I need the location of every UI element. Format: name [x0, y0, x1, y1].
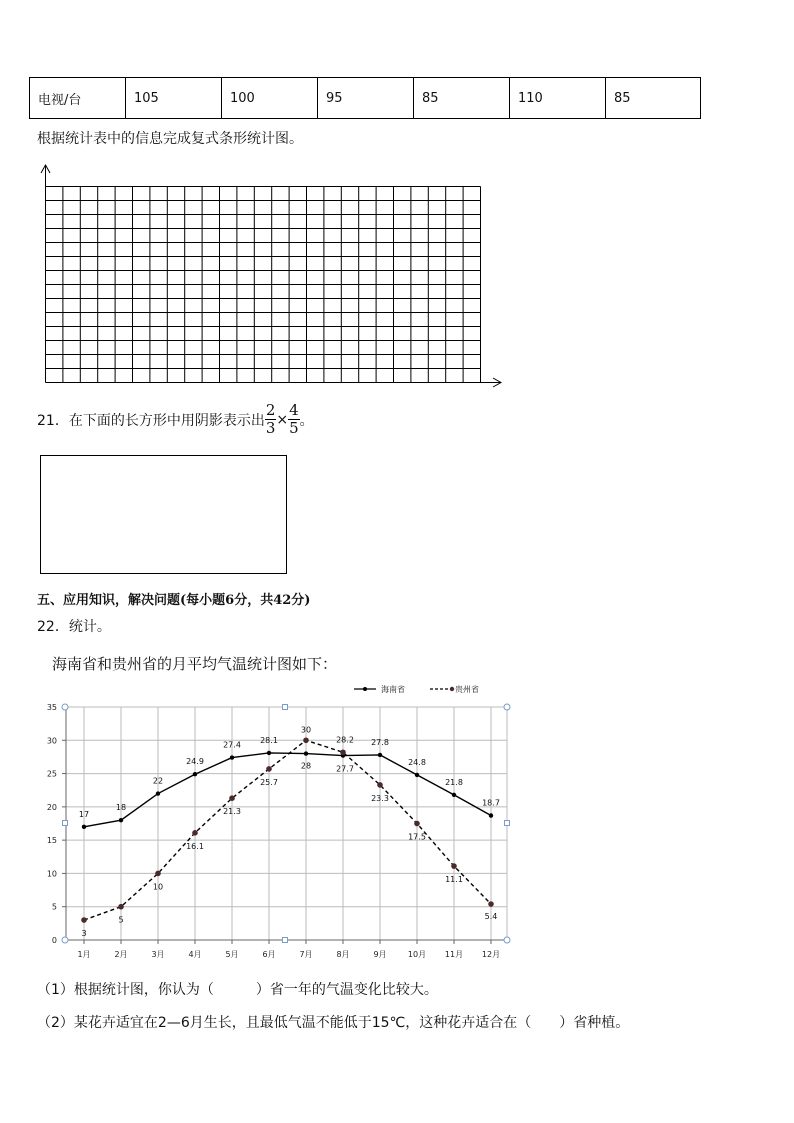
data-label: 25.7: [260, 777, 278, 787]
y-tick-label: 15: [46, 836, 57, 846]
q22-part2: （2）某花卉适宜在2—6月生长，且最低气温不能低于15℃，这种花卉适合在（ ）省种植。: [37, 1015, 630, 1031]
q21-question: [37, 402, 314, 437]
data-point: [81, 917, 87, 923]
table-cell: 95: [318, 78, 414, 119]
resize-handle[interactable]: [62, 937, 68, 943]
series-line: [84, 737, 491, 920]
data-point: [82, 825, 86, 829]
resize-handle[interactable]: [283, 705, 288, 710]
data-label: 17.5: [408, 832, 426, 842]
data-point: [193, 772, 197, 776]
y-tick-label: 20: [46, 802, 57, 812]
data-label: 5.4: [484, 912, 498, 922]
data-point: [155, 871, 161, 877]
data-point: [156, 791, 160, 795]
x-tick-label: 7月: [299, 950, 313, 959]
data-point: [451, 863, 457, 869]
resize-handle[interactable]: [283, 938, 288, 943]
y-tick-label: 0: [51, 936, 57, 945]
fraction-four-fifths: [288, 402, 300, 437]
y-tick-label: 35: [46, 703, 57, 712]
q21-prefix: 21．在下面的长方形中用阴影表示出: [37, 412, 265, 429]
data-point: [377, 782, 383, 788]
fraction-numerator: 2: [265, 401, 276, 419]
q21-suffix: 。: [299, 412, 314, 429]
fraction-denominator: 5: [289, 419, 299, 437]
legend-label: 贵州省: [455, 685, 479, 694]
data-point: [489, 813, 493, 817]
data-label: 24.8: [408, 757, 426, 767]
table-cell: 100: [222, 78, 318, 119]
x-tick-label: 3月: [151, 950, 165, 959]
resize-handle[interactable]: [504, 937, 510, 943]
resize-handle[interactable]: [505, 821, 510, 826]
table-row-label: 电视/台: [30, 78, 126, 119]
x-tick-label: 1月: [77, 950, 91, 959]
section-5-title: 五、应用知识，解决问题(每小题6分，共42分): [37, 593, 311, 608]
y-tick-label: 30: [46, 736, 57, 746]
x-tick-label: 8月: [336, 950, 350, 959]
chart-heading: 海南省和贵州省的月平均气温统计图如下：: [52, 655, 338, 673]
data-label: 17: [78, 809, 90, 819]
legend-marker: [450, 687, 454, 691]
y-tick-label: 25: [46, 769, 57, 779]
x-tick-label: 9月: [373, 950, 387, 959]
data-point: [304, 751, 308, 755]
data-label: 21.8: [445, 777, 463, 787]
data-label: 24.9: [186, 757, 204, 767]
data-label: 23.3: [371, 793, 389, 803]
resize-handle[interactable]: [63, 821, 68, 826]
times-sign: ×: [276, 411, 289, 428]
data-label: 27.7: [336, 764, 354, 774]
x-tick-label: 4月: [188, 950, 202, 959]
data-label: 28: [300, 761, 312, 771]
data-point: [230, 755, 234, 759]
series-line: [84, 753, 491, 827]
data-label: 28.1: [260, 735, 278, 745]
data-point: [452, 793, 456, 797]
data-label: 21.3: [223, 807, 241, 817]
q22-part1: （1）根据统计图，你认为（ ）省一年的气温变化比较大。: [37, 982, 438, 998]
data-point: [414, 821, 420, 827]
table-row: [30, 78, 701, 119]
data-point: [119, 818, 123, 822]
data-point: [266, 766, 272, 772]
data-label: 5: [118, 915, 124, 925]
table-cell: 105: [126, 78, 222, 119]
resize-handle[interactable]: [504, 704, 510, 710]
q22-label: 22．统计。: [37, 619, 111, 635]
data-point: [303, 737, 309, 743]
fraction-numerator: 4: [289, 401, 299, 419]
data-label: 28.2: [336, 735, 354, 745]
data-label: 16.1: [186, 841, 204, 851]
data-label: 30: [300, 725, 312, 735]
resize-handle[interactable]: [62, 704, 68, 710]
table-cell: 85: [606, 78, 701, 119]
data-point: [340, 749, 346, 755]
data-label: 27.4: [223, 740, 241, 750]
blank-grid: [36, 160, 506, 392]
temperature-line-chart: [30, 676, 520, 966]
x-tick-label: 6月: [262, 950, 276, 959]
x-tick-label: 11月: [444, 950, 464, 959]
x-tick-label: 5月: [225, 950, 239, 959]
y-tick-label: 5: [51, 902, 57, 912]
fraction-two-thirds: [265, 402, 277, 437]
x-tick-label: 10月: [407, 950, 427, 959]
data-point: [415, 773, 419, 777]
data-label: 10: [152, 882, 164, 892]
data-label: 11.1: [445, 875, 463, 885]
data-point: [118, 904, 124, 910]
tv-data-table: [29, 77, 701, 119]
legend-label: 海南省: [381, 685, 405, 694]
table-cell: 110: [510, 78, 606, 119]
data-point: [267, 751, 271, 755]
table-cell: 85: [414, 78, 510, 119]
x-tick-label: 12月: [481, 950, 501, 959]
data-point: [192, 830, 198, 836]
data-label: 18: [115, 803, 127, 813]
data-label: 22: [152, 776, 164, 786]
data-label: 18.7: [482, 798, 500, 808]
data-label: 27.8: [371, 737, 389, 747]
x-tick-label: 2月: [114, 950, 128, 959]
data-label: 3: [81, 929, 87, 939]
q20-instruction: 根据统计表中的信息完成复式条形统计图。: [37, 131, 303, 147]
shading-rectangle[interactable]: [40, 455, 287, 574]
data-point: [488, 901, 494, 907]
legend-marker: [363, 687, 367, 691]
fraction-denominator: 3: [265, 419, 276, 437]
y-tick-label: 10: [46, 869, 57, 879]
data-point: [378, 753, 382, 757]
data-point: [229, 795, 235, 801]
